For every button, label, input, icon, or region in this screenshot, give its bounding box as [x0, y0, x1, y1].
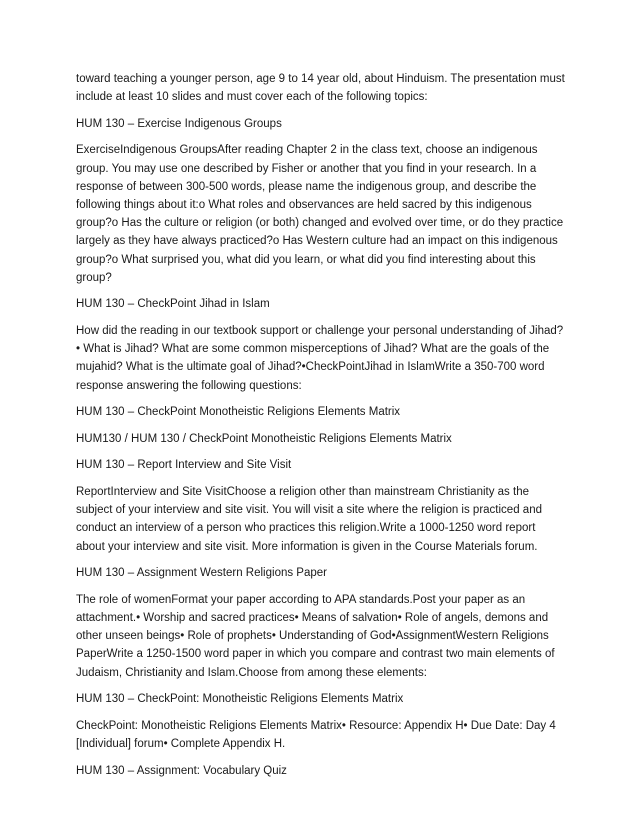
intro-paragraph: toward teaching a younger person, age 9 to 14 year old, about Hinduism. The presentation must include at least 10 slides and must cover each of the following topics: — [76, 73, 565, 104]
heading-western-religions-paper: HUM 130 – Assignment Western Religions Paper — [76, 567, 327, 580]
heading-vocabulary-quiz: HUM 130 – Assignment: Vocabulary Quiz — [76, 764, 287, 777]
heading-checkpoint-jihad: HUM 130 – CheckPoint Jihad in Islam — [76, 298, 270, 311]
paragraph-jihad: How did the reading in our textbook support or challenge your personal understanding of Jihad?• What is Jihad? What are some common misperceptions of Jihad? What are the goals of the mujahid? What is the ultimate goal of Jihad?•CheckPointJihad in IslamWrite a 350-700 word response answering the following questions: — [76, 325, 564, 392]
heading-report-interview: HUM 130 – Report Interview and Site Visit — [76, 459, 292, 472]
heading-checkpoint-matrix-colon: HUM 130 – CheckPoint: Monotheistic Religions Elements Matrix — [76, 693, 404, 706]
paragraph-checkpoint-matrix: CheckPoint: Monotheistic Religions Elements Matrix• Resource: Appendix H• Due Date: Day 4 [Individual] forum• Complete Appendix H. — [76, 719, 556, 750]
heading-checkpoint-matrix: HUM 130 – CheckPoint Monotheistic Religions Elements Matrix — [76, 406, 401, 419]
paragraph-indigenous-groups: ExerciseIndigenous GroupsAfter reading Chapter 2 in the class text, choose an indigenous group. You may use one described by Fisher or another that you find in your research. In a response of between 300-500 words, please name the indigenous group, and describe the following things about it:o What roles and observances are held sacred by this indigenous group?o Has the culture or religion (or both) changed and evolved over time, or do they practice largely as they have always practiced?o Has Western culture had an impact on this indigenous group?o What surprised you, what did you learn, or what did you find interesting about this group? — [76, 144, 564, 284]
paragraph-western-religions: The role of womenFormat your paper according to APA standards.Post your paper as an attachment.• Worship and sacred practices• Means of salvation• Role of angels, demons and other unseen beings• Role of prophets• Understanding of God•AssignmentWestern Religions PaperWrite a 1250-1500 word paper in which you compare and contrast two main elements of Judaism, Christianity and Islam.Choose from among these elements: — [76, 593, 555, 679]
heading-hum130-matrix-path: HUM130 / HUM 130 / CheckPoint Monotheistic Religions Elements Matrix — [76, 432, 452, 445]
document-page — [76, 70, 566, 788]
heading-exercise-indigenous-groups: HUM 130 – Exercise Indigenous Groups — [76, 117, 282, 130]
paragraph-report-interview: ReportInterview and Site VisitChoose a religion other than mainstream Christianity as the subject of your interview and site visit. You will visit a site where the religion is practiced and conduct an interview of a person who practices this religion.Write a 1000-1250 word report about your interview and site visit. More information is given in the Course Materials forum. — [76, 485, 542, 553]
